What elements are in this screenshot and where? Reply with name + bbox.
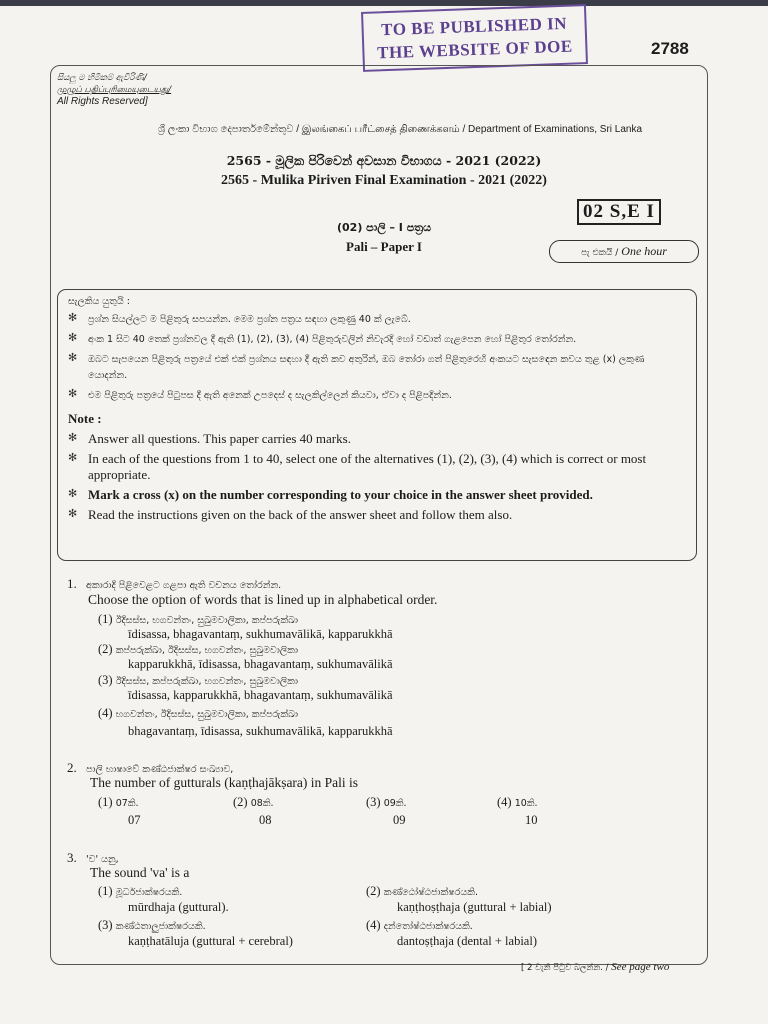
- option-2: (2) කප්පරුක්ඛා, ඊදිසස්ස, භගවන්තං, සුඛුමවාලිකා: [98, 642, 298, 656]
- option-1: (1) 07කි.: [98, 795, 139, 809]
- subject-en: Pali – Paper I: [346, 239, 422, 254]
- option-1: (1) මූර්ධජාක්ෂරයකි.: [98, 884, 183, 898]
- rights-si: සියලු ම හිමිකම් ඇවිරිණි/: [57, 73, 147, 83]
- question-3: [67, 850, 119, 866]
- bullet-icon: ✻: [68, 387, 78, 400]
- option-4-en: bhagavantaṃ, īdisassa, sukhumavālikā, kapparukkhā: [128, 724, 393, 738]
- option-3-en: 09: [393, 813, 406, 827]
- bullet-icon: ✻: [68, 487, 78, 500]
- question-text-en: Choose the option of words that is lined up in alphabetical order.: [88, 592, 438, 607]
- duration-si: පැ එකයි /: [581, 248, 619, 258]
- option-1-en: īdisassa, bhagavantaṃ, sukhumavālikā, kapparukkhā: [128, 627, 393, 641]
- publish-stamp: [361, 4, 588, 72]
- option-4-en: dantoṣṭhaja (dental + labial): [397, 934, 537, 948]
- instruction-en-1: ✻ Answer all questions. This paper carries 40 marks.: [68, 431, 351, 446]
- rights-ta: முழுப் பதிப்புரிமையுடையது/: [57, 85, 172, 95]
- department-line: ශ්‍රී ලංකා විභාග දෙපාර්තමේන්තුව / இலங்கைப் பரீட்சைத் திணைக்களம் / Department of Examinations, Sri Lanka: [157, 124, 643, 135]
- footer-si: [ 2 වැනි පිටුව බලන්න. /: [521, 963, 609, 973]
- instructions-heading-si: සැලකිය යුතුයි :: [68, 296, 130, 307]
- instruction-si-2: ✻ අංක 1 සිට 40 තෙක් ප්‍රශ්නවල දී ඇති (1), (2), (3), (4) පිළිතුරුවලින් නිවැරදි හෝ වඩාත් ගැළපෙන හෝ පිළිතුර තෝරන්න.: [68, 331, 577, 345]
- question-number: 2.: [67, 760, 77, 775]
- option-3: (3) 09කි.: [366, 795, 407, 809]
- paper-code-box: 02 S,E I: [577, 199, 661, 225]
- question-text-en: The sound 'va' is a: [90, 865, 190, 880]
- bullet-icon: ✻: [68, 331, 78, 344]
- option-4: (4) 10කි.: [497, 795, 538, 809]
- instruction-si-4: ✻ එම පිළිතුරු පත්‍රයේ පිටුපස දී ඇති අනෙක් උපදෙස් ද සැලකිල්ලෙන් කියවා, ඒවා ද පිළිපදින්න.: [68, 387, 452, 401]
- option-4: (4) භගවන්තං, ඊදිසස්ස, සුඛුමවාලිකා, කප්පරුක්ඛා: [98, 706, 298, 720]
- option-2: (2) කණ්ඨෝෂ්ඨජාක්ෂරයකි.: [366, 884, 478, 898]
- rights-en: All Rights Reserved]: [57, 96, 148, 107]
- top-dark-bar: [0, 0, 768, 6]
- option-2-en: kaṇṭhoṣṭhaja (guttural + labial): [397, 900, 552, 914]
- instruction-si-3: ✻ ඔබට සැපයෙන පිළිතුරු පත්‍රයේ එක් එක් ප්‍රශ්නය සඳහා දී ඇති කව අතුරින්, ඔබ තෝරා ගත් පිළිතුරෙහි අංකයට සැසඳෙන කවය තුළ (x) ලකුණ යොදන්න.: [68, 351, 645, 381]
- instructions-box: [57, 289, 697, 561]
- instruction-en-2: ✻ In each of the questions from 1 to 40, select one of the alternatives (1), (2), (3), (4) which is correct or most appropriate.: [68, 451, 647, 482]
- instruction-en-3: ✻ Mark a cross (x) on the number corresponding to your choice in the answer sheet provided.: [68, 487, 593, 502]
- option-2-en: 08: [259, 813, 272, 827]
- exam-title-si: 2565 - මූලික පිරිවෙන් අවසාන විභාගය - 2021 (2022): [226, 153, 542, 168]
- question-text-en: The number of gutturals (kaṇṭhajākṣara) in Pali is: [90, 775, 359, 790]
- exam-title-en: 2565 - Mulika Piriven Final Examination - 2021 (2022): [221, 173, 547, 188]
- option-2: (2) 08කි.: [233, 795, 274, 809]
- duration-badge: [549, 240, 699, 263]
- instruction-si-1: ✻ ප්‍රශ්න සියල්ලට ම පිළිතුරු සපයන්න. මෙම ප්‍රශ්න පත්‍රය සඳහා ලකුණු 40 ක් ලැබේ.: [68, 311, 411, 325]
- option-3: (3) ඊදිසස්ස, කප්පරුක්ඛා, භගවන්තං, සුඛුමවාලිකා: [98, 673, 298, 687]
- page-footer: [521, 961, 669, 973]
- question-number: 1.: [67, 576, 77, 591]
- paper-number: 2788: [651, 39, 689, 58]
- stamp-line-1: TO BE PUBLISHED IN: [380, 13, 568, 40]
- note-heading: Note :: [68, 411, 102, 426]
- question-text-si: අකාරාදි පිළිවෙළට ගළපා ඇති වචනය තෝරන්න.: [86, 580, 282, 591]
- subject-si: (02) පාලි – I පත්‍රය: [336, 221, 432, 234]
- option-1: (1) ඊදිසස්ස, භගවන්තං, සුඛුමවාලිකා, කප්පරුක්ඛා: [98, 612, 298, 626]
- option-4-en: 10: [525, 813, 538, 827]
- question-2: [67, 760, 233, 776]
- bullet-icon: ✻: [68, 351, 78, 364]
- option-1-en: mūrdhaja (guttural).: [128, 900, 229, 914]
- option-3-en: kaṇṭhatāluja (guttural + cerebral): [128, 934, 293, 948]
- bullet-icon: ✻: [68, 311, 78, 324]
- bullet-icon: ✻: [68, 507, 78, 520]
- rights-notice: [57, 72, 171, 108]
- instruction-en-4: ✻ Read the instructions given on the back of the answer sheet and follow them also.: [68, 507, 513, 522]
- bullet-icon: ✻: [68, 431, 78, 444]
- option-3-en: īdisassa, kapparukkhā, bhagavantaṃ, sukhumavālikā: [128, 688, 393, 702]
- duration-en: One hour: [621, 244, 667, 258]
- footer-en: See page two: [611, 961, 670, 973]
- option-2-en: kapparukkhā, īdisassa, bhagavantaṃ, sukhumavālikā: [128, 657, 393, 671]
- option-4: (4) දන්තෝෂ්ඨජාක්ෂරයකි.: [366, 918, 473, 932]
- stamp-line-2: THE WEBSITE OF DOE: [376, 36, 573, 63]
- question-1: [67, 576, 281, 592]
- question-text-si: පාලි භාෂාවේ කණ්ඨජාක්ෂර සංඛ්‍යාව,: [86, 764, 234, 775]
- bullet-icon: ✻: [68, 451, 78, 464]
- question-text-si: 'ව' යනු,: [86, 854, 119, 865]
- question-number: 3.: [67, 850, 77, 865]
- option-1-en: 07: [128, 813, 141, 827]
- option-3: (3) කණ්ඨතාලුජාක්ෂරයකි.: [98, 918, 206, 932]
